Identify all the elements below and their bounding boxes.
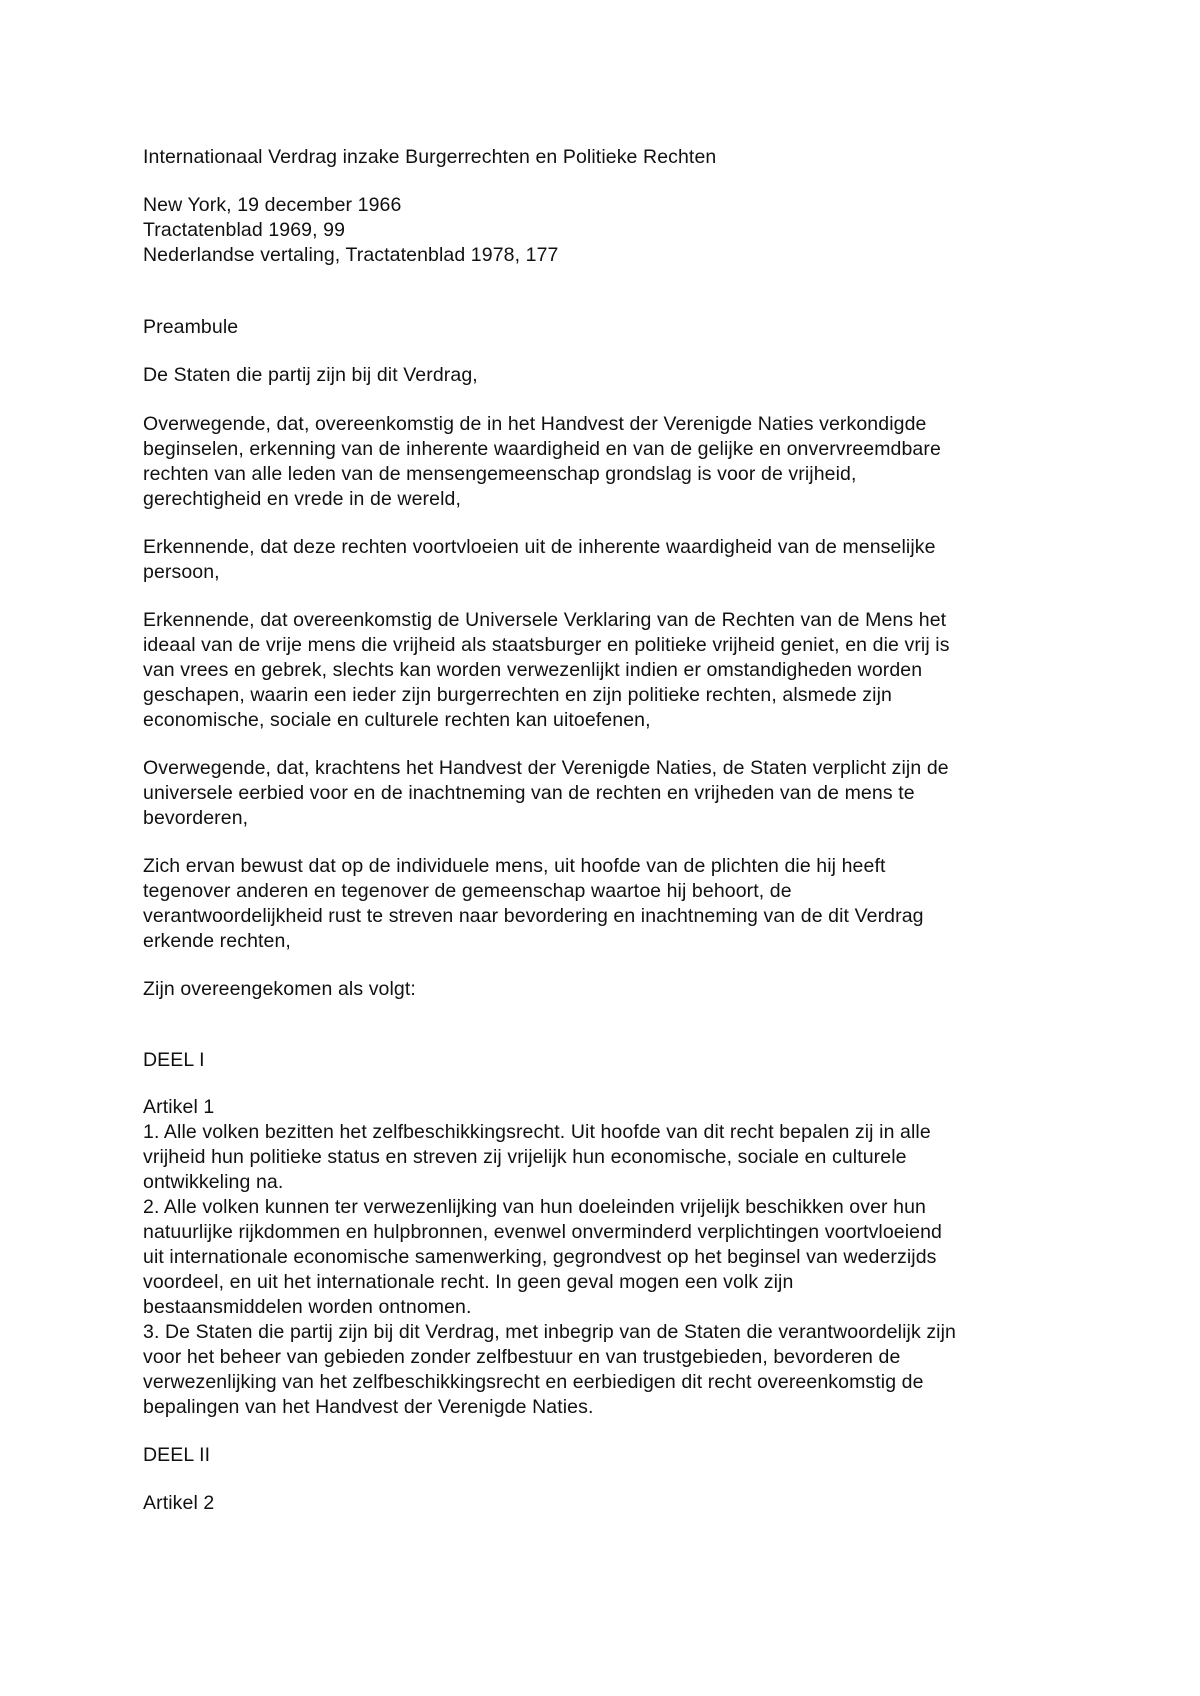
agreement-line: Zijn overeengekomen als volgt:	[143, 978, 416, 1000]
recital-paragraph: Overwegende, dat, krachtens het Handvest der Verenigde Naties, de Staten verplicht zijn de universele eerbied voor en de inachtneming van de rechten en vrijheden van de mens te bevorderen,	[143, 757, 949, 829]
article-heading: Artikel 1	[143, 1096, 215, 1118]
article-1: Artikel 1 1. Alle volken bezitten het zelfbeschikkingsrecht. Uit hoofde van dit recht bepalen zij in alle vrijheid hun politieke status en streven zij vrijelijk hun economische, sociale en culturele ontwikkeling na. 2. Alle volken kunnen ter verwezenlijking van hun doeleinden vrijelijk beschikken over hun natuurlijke rijkdommen en hulpbronnen, evenwel onverminderd verplichtingen voortvloeiend uit internationale economische samenwerking, gegrondvest op het beginsel van wederzijds voordeel, en uit het internationale recht. In geen geval mogen een volk zijn bestaansmiddelen worden ontnomen. 3. De Staten die partij zijn bij dit Verdrag, met inbegrip van de Staten die verantwoordelijk zijn voor het beheer van gebieden zonder zelfbestuur en van trustgebieden, bevorderen de verwezenlijking van het zelfbeschikkingsrecht en eerbiedigen dit recht overeenkomstig de bepalingen van het Handvest der Verenigde Naties.	[143, 1095, 1083, 1420]
recital-paragraph: Overwegende, dat, overeenkomstig de in het Handvest der Verenigde Naties verkondigde beginselen, erkenning van de inherente waardigheid en van de gelijke en onvervreemdbare rechten van alle leden van de mensengemeenschap grondslag is voor de vrijheid, gerechtigheid en vrede in de wereld,	[143, 413, 941, 510]
article-heading: Artikel 2	[143, 1492, 215, 1514]
document-meta	[143, 193, 1083, 268]
meta-line: Nederlandse vertaling, Tractatenblad 1978, 177	[143, 244, 559, 266]
part-heading: DEEL I	[143, 1049, 205, 1071]
recital-paragraph: Zich ervan bewust dat op de individuele mens, uit hoofde van de plichten die hij heeft tegenover anderen en tegenover de gemeenschap waartoe hij behoort, de verantwoordelijkheid rust te streven naar bevordering en inachtneming van de dit Verdrag erkende rechten,	[143, 855, 924, 952]
recital-paragraph: Erkennende, dat overeenkomstig de Universele Verklaring van de Rechten van de Mens het ideaal van de vrije mens die vrijheid als staatsburger en politieke vrijheid geniet, en die vrij is van vrees en gebrek, slechts kan worden verwezenlijkt indien er omstandigheden worden geschapen, waarin een ieder zijn burgerrechten en zijn politieke rechten, alsmede zijn economische, sociale en culturele rechten kan uitoefenen,	[143, 609, 950, 731]
preamble-heading: Preambule	[143, 316, 239, 338]
recital-paragraph: Erkennende, dat deze rechten voortvloeien uit de inherente waardigheid van de menselijke persoon,	[143, 536, 936, 583]
meta-line: Tractatenblad 1969, 99	[143, 219, 346, 241]
document-page	[143, 145, 1083, 1516]
article-2	[143, 1491, 1083, 1516]
part-heading: DEEL II	[143, 1444, 211, 1466]
document-title: Internationaal Verdrag inzake Burgerrechten en Politieke Rechten	[143, 146, 717, 168]
preamble-intro: De Staten die partij zijn bij dit Verdrag,	[143, 364, 478, 386]
meta-line: New York, 19 december 1966	[143, 194, 402, 216]
